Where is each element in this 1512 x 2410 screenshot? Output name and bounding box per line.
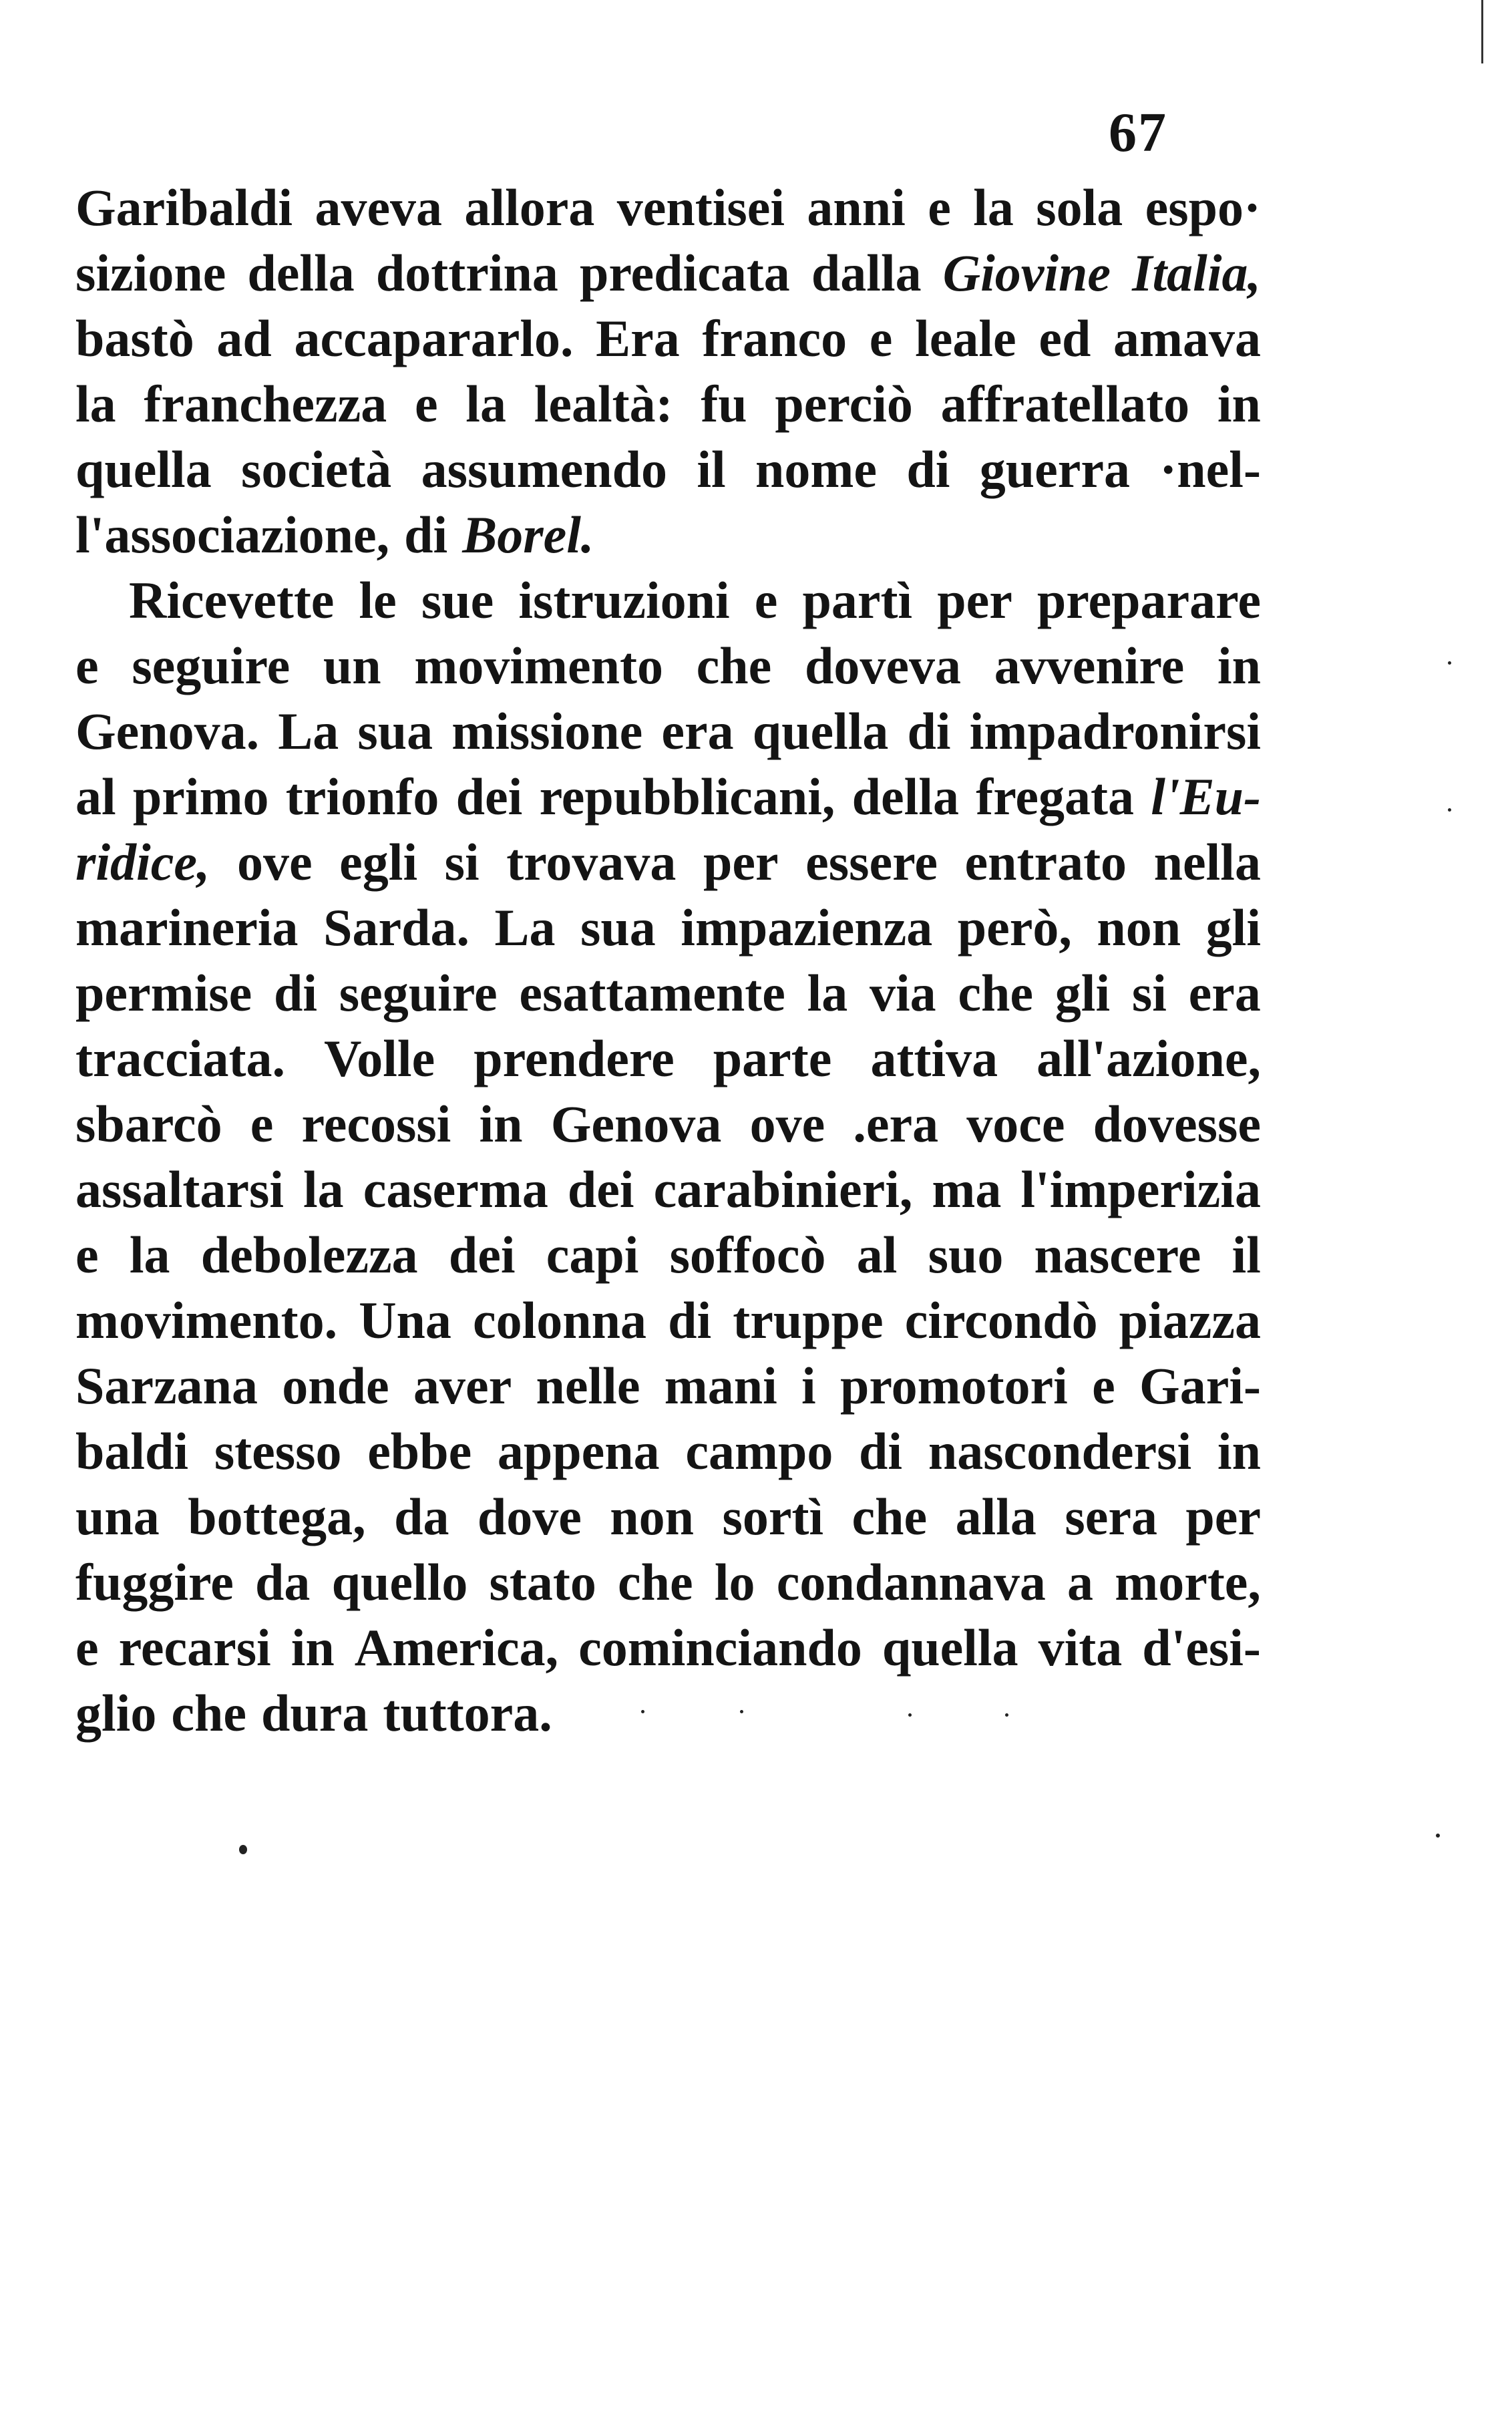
word: era xyxy=(661,702,734,760)
word: caserma xyxy=(363,1160,548,1218)
word: e xyxy=(75,1226,99,1284)
word: sua xyxy=(357,702,433,760)
word: tracciata. xyxy=(75,1029,285,1087)
word: aveva xyxy=(315,178,443,236)
word: stato xyxy=(489,1553,596,1611)
word: guerra xyxy=(979,440,1130,498)
word: La xyxy=(494,898,556,957)
word: allora xyxy=(464,178,595,236)
word: ove xyxy=(749,1095,825,1153)
word: Ricevette xyxy=(129,571,335,629)
word: sue xyxy=(421,571,494,629)
text-line xyxy=(75,830,1261,895)
word: di xyxy=(907,702,951,760)
word: espo· xyxy=(1145,178,1261,236)
word: alla xyxy=(955,1488,1036,1546)
word: tuttora. xyxy=(383,1684,552,1742)
word: una xyxy=(75,1488,160,1546)
word: che xyxy=(171,1684,246,1742)
word: bottega, xyxy=(188,1488,366,1546)
word: franchezza xyxy=(144,375,387,433)
word: predicata xyxy=(579,244,790,302)
word: attiva xyxy=(870,1029,998,1087)
word: il xyxy=(1232,1226,1261,1284)
word: ma xyxy=(932,1160,1002,1218)
word: seguire xyxy=(132,637,291,695)
word: recarsi xyxy=(118,1618,271,1677)
text-line xyxy=(75,1615,1261,1681)
scan-edge-mark xyxy=(1481,0,1483,63)
word: bastò xyxy=(75,309,194,367)
word: di xyxy=(404,506,448,564)
word: Volle xyxy=(324,1029,435,1087)
word: la xyxy=(75,375,116,433)
text-line xyxy=(75,1026,1261,1091)
text-line xyxy=(75,961,1261,1026)
scan-speck xyxy=(1005,1713,1008,1717)
word: quella xyxy=(75,440,212,498)
text-line xyxy=(75,306,1261,371)
word: via xyxy=(870,964,936,1022)
word: dura xyxy=(260,1684,369,1742)
word: in xyxy=(1217,375,1261,433)
word: e xyxy=(754,571,778,629)
word: di xyxy=(859,1422,903,1480)
scan-speck xyxy=(740,1710,743,1713)
word: e xyxy=(250,1095,274,1153)
word: permise xyxy=(75,964,252,1022)
text-line xyxy=(75,1222,1261,1288)
word: Genova. xyxy=(75,702,260,760)
word: e xyxy=(1092,1357,1115,1415)
word: fregata xyxy=(976,767,1135,826)
word: impazienza xyxy=(681,898,933,957)
word: per xyxy=(703,833,779,891)
word: a xyxy=(1067,1553,1094,1611)
word: primo xyxy=(132,767,269,826)
word: impadronirsi xyxy=(969,702,1261,760)
word: affratellato xyxy=(940,375,1190,433)
word: e xyxy=(75,637,99,695)
word: seguire xyxy=(339,964,498,1022)
word: campo xyxy=(685,1422,833,1480)
word: trionfo xyxy=(285,767,439,826)
word: promotori xyxy=(840,1357,1068,1415)
word: ridice, xyxy=(75,833,210,891)
word: nome xyxy=(755,440,878,498)
word: quello xyxy=(331,1553,468,1611)
word: Italia, xyxy=(1132,244,1261,302)
scan-speck xyxy=(1448,808,1451,812)
word: di xyxy=(906,440,950,498)
word: ventisei xyxy=(616,178,785,236)
word: l'Eu- xyxy=(1151,767,1261,826)
word: movimento xyxy=(414,637,663,695)
text-line xyxy=(75,1681,1261,1746)
word: al xyxy=(856,1226,898,1284)
word: stesso xyxy=(214,1422,342,1480)
word: dovesse xyxy=(1093,1095,1261,1153)
word: all'azione, xyxy=(1036,1029,1261,1087)
word: le xyxy=(359,571,397,629)
text-line xyxy=(75,568,1261,633)
word: dei xyxy=(567,1160,634,1218)
word: era xyxy=(1188,964,1261,1022)
page-number: 67 xyxy=(1109,102,1167,164)
word: trovava xyxy=(506,833,677,891)
word: Genova xyxy=(550,1095,722,1153)
word: sola xyxy=(1036,178,1123,236)
text-line xyxy=(75,1157,1261,1222)
word: dove xyxy=(477,1488,582,1546)
word: però, xyxy=(957,898,1072,957)
word: onde xyxy=(282,1357,389,1415)
word: perciò xyxy=(775,375,913,433)
text-line xyxy=(75,1484,1261,1550)
word: franco xyxy=(702,309,847,367)
word: truppe xyxy=(733,1291,884,1349)
word: di xyxy=(273,964,318,1022)
word: sera xyxy=(1065,1488,1157,1546)
word: l'associazione, xyxy=(75,506,390,564)
word: dottrina xyxy=(375,244,558,302)
word: soffocò xyxy=(669,1226,826,1284)
word: della xyxy=(852,767,960,826)
word: condannava xyxy=(776,1553,1046,1611)
word: Giovine xyxy=(942,244,1111,302)
word: repubblicani, xyxy=(539,767,835,826)
word: che xyxy=(958,964,1034,1022)
word: per xyxy=(1185,1488,1261,1546)
word: sua xyxy=(580,898,656,957)
word: quella xyxy=(882,1618,1018,1677)
word: in xyxy=(1217,637,1261,695)
word: essere xyxy=(805,833,938,891)
word: ·nel- xyxy=(1159,440,1261,498)
word: aver xyxy=(413,1357,512,1415)
word: la xyxy=(807,964,848,1022)
word: società xyxy=(241,440,392,498)
word: da xyxy=(255,1553,311,1611)
text-line xyxy=(75,1091,1261,1157)
word: vita xyxy=(1038,1618,1123,1677)
word: piazza xyxy=(1119,1291,1261,1349)
word: in xyxy=(479,1095,523,1153)
word: dalla xyxy=(811,244,922,302)
word: Sarda. xyxy=(323,898,469,957)
word: nella xyxy=(1153,833,1261,891)
word: e xyxy=(75,1618,99,1677)
word: che xyxy=(696,637,772,695)
word: che xyxy=(618,1553,693,1611)
word: marineria xyxy=(75,898,299,957)
word: preparare xyxy=(1036,571,1261,629)
text-line xyxy=(75,633,1261,699)
word: assumendo xyxy=(421,440,668,498)
word: suo xyxy=(928,1226,1004,1284)
text-line xyxy=(75,1288,1261,1353)
word: ad xyxy=(216,309,272,367)
word: ed xyxy=(1038,309,1091,367)
word: egli xyxy=(339,833,418,891)
word: sortì xyxy=(722,1488,824,1546)
word: Garibaldi xyxy=(75,178,293,236)
word: d'esi- xyxy=(1142,1618,1261,1677)
scan-speck xyxy=(1448,661,1451,665)
scan-speck xyxy=(239,1845,247,1854)
word: in xyxy=(291,1618,335,1677)
word: fuggire xyxy=(75,1553,234,1611)
word: mani xyxy=(664,1357,777,1415)
word: assaltarsi xyxy=(75,1160,284,1218)
word: nascondersi xyxy=(928,1422,1192,1480)
word: al xyxy=(75,767,116,826)
word: morte, xyxy=(1115,1553,1261,1611)
word: cominciando xyxy=(578,1618,862,1677)
word: .era xyxy=(853,1095,939,1153)
word: Una xyxy=(359,1291,451,1349)
text-line xyxy=(75,699,1261,764)
word: circondò xyxy=(904,1291,1098,1349)
word: in xyxy=(1217,1422,1261,1480)
word: Era xyxy=(596,309,680,367)
word: per xyxy=(937,571,1012,629)
word: accapararlo. xyxy=(294,309,574,367)
word: la xyxy=(129,1226,170,1284)
word: partì xyxy=(802,571,913,629)
word: la xyxy=(465,375,506,433)
word: non xyxy=(1097,898,1181,957)
word: debolezza xyxy=(200,1226,418,1284)
word: nascere xyxy=(1034,1226,1201,1284)
word: e xyxy=(928,178,951,236)
word: movimento. xyxy=(75,1291,338,1349)
text-line xyxy=(75,1550,1261,1615)
word: ove xyxy=(236,833,313,891)
word: Borel. xyxy=(462,506,594,564)
word: fu xyxy=(701,375,747,433)
word: America, xyxy=(354,1618,559,1677)
word: capi xyxy=(546,1226,639,1284)
word: si xyxy=(1131,964,1167,1022)
word: la xyxy=(303,1160,344,1218)
word: voce xyxy=(966,1095,1065,1153)
word: nelle xyxy=(536,1357,640,1415)
word: Gari- xyxy=(1139,1357,1261,1415)
word: i xyxy=(801,1357,816,1415)
word: doveva xyxy=(805,637,961,695)
word: esattamente xyxy=(519,964,785,1022)
word: il xyxy=(697,440,726,498)
scan-speck xyxy=(641,1710,644,1713)
word: lo xyxy=(714,1553,755,1611)
text-line xyxy=(75,175,1261,240)
word: appena xyxy=(497,1422,660,1480)
word: La xyxy=(278,702,339,760)
word: carabinieri, xyxy=(653,1160,913,1218)
word: dei xyxy=(455,767,523,826)
word: e xyxy=(414,375,438,433)
word: leale xyxy=(915,309,1016,367)
word: della xyxy=(247,244,355,302)
text-line xyxy=(75,1353,1261,1419)
word: baldi xyxy=(75,1422,189,1480)
word: entrato xyxy=(964,833,1127,891)
word: Sarzana xyxy=(75,1357,258,1415)
word: sbarcò xyxy=(75,1095,222,1153)
word: parte xyxy=(713,1029,832,1087)
scan-speck xyxy=(1436,1834,1440,1838)
word: lealtà: xyxy=(534,375,673,433)
word: che xyxy=(852,1488,928,1546)
word: gli xyxy=(1055,964,1111,1022)
word: glio xyxy=(75,1684,157,1742)
text-line xyxy=(75,240,1261,306)
text-line xyxy=(75,371,1261,437)
word: non xyxy=(610,1488,695,1546)
word: di xyxy=(668,1291,712,1349)
word: amava xyxy=(1113,309,1261,367)
word: sizione xyxy=(75,244,226,302)
word: missione xyxy=(451,702,643,760)
text-line xyxy=(75,437,1261,502)
word: colonna xyxy=(472,1291,647,1349)
text-line xyxy=(75,1419,1261,1484)
word: un xyxy=(323,637,381,695)
text-line xyxy=(75,764,1261,830)
word: ebbe xyxy=(367,1422,472,1480)
word: quella xyxy=(752,702,889,760)
word: gli xyxy=(1205,898,1261,957)
word: si xyxy=(444,833,480,891)
word: da xyxy=(394,1488,449,1546)
word: dei xyxy=(448,1226,516,1284)
word: istruzioni xyxy=(518,571,730,629)
word: la xyxy=(973,178,1014,236)
text-line xyxy=(75,895,1261,961)
word: prendere xyxy=(474,1029,675,1087)
word: l'imperizia xyxy=(1020,1160,1261,1218)
word: e xyxy=(869,309,893,367)
word: recossi xyxy=(301,1095,451,1153)
word: avvenire xyxy=(994,637,1185,695)
text-line xyxy=(75,502,1261,568)
word: anni xyxy=(807,178,906,236)
scan-speck xyxy=(908,1713,912,1717)
body-text xyxy=(75,175,1261,1746)
